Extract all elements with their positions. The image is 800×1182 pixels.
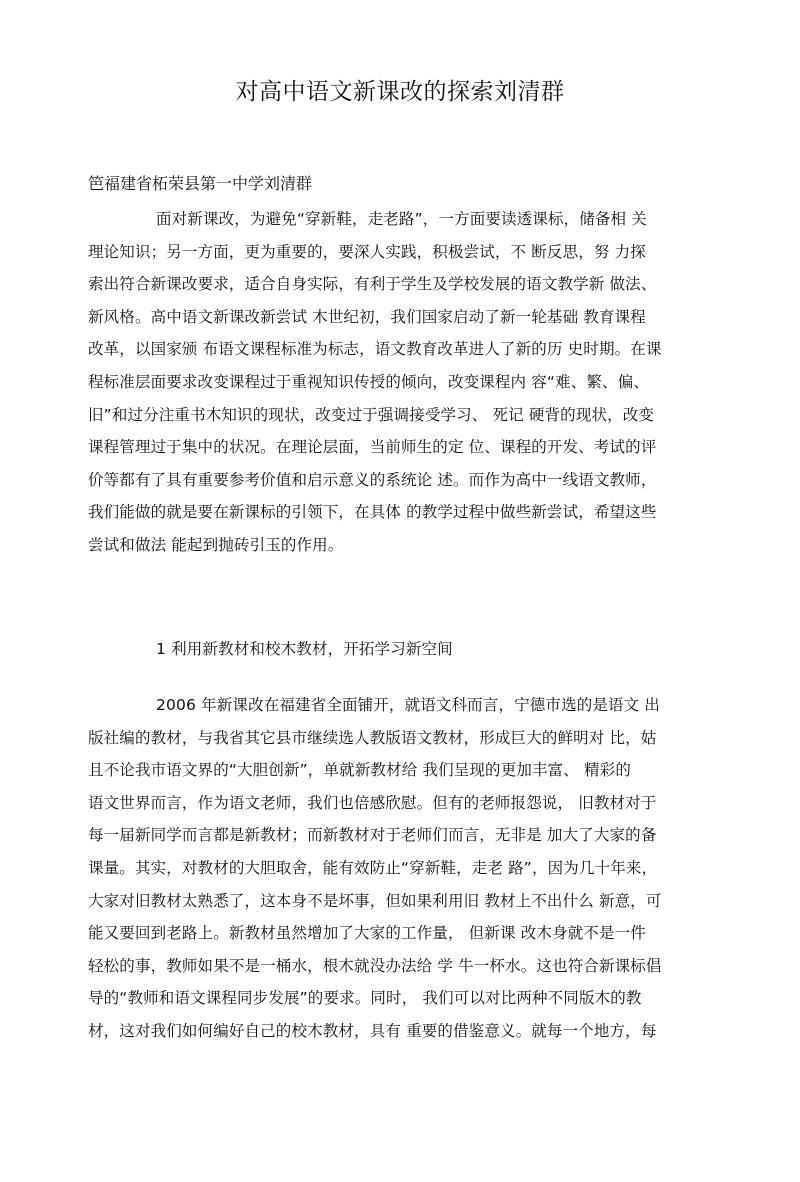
text-line: 课量。其实，对教材的大胆取舍，能有效防止“穿新鞋，走老 路”，因为几十年来，	[88, 858, 658, 877]
text-line: 程标准层面要求改变课程过于重视知识传授的倾向，改变课程内 容“难、繁、偏、	[88, 372, 650, 391]
text-line: 索出符合新课改要求，适合自身实际，有利于学生及学校发展的语文教学新 做法、	[88, 275, 657, 294]
text-line: 尝试和做法 能起到抛砖引玉的作用。	[88, 535, 344, 554]
text-line: 旧”和过分注重书木知识的现状，改变过于强调接受学习、 死记 硬背的现状，改变	[88, 405, 655, 424]
text-line: 每一届新同学而言都是新教材；而新教材对于老师们而言，无非是 加大了大家的备	[88, 826, 657, 845]
text-line: 导的“教师和语文课程同步发展”的要求。同时， 我们可以对比两种不同版木的教	[88, 989, 642, 1008]
text-line: 材，这对我们如何编好自己的校木教材，具有 重要的借鉴意义。就每一个地方，每	[88, 1021, 657, 1040]
text-line: 课程管理过于集中的状况。在理论层面，当前师生的定 位、课程的开发、考试的评	[88, 438, 657, 457]
text-line: 且不论我市语文界的“大胆创新”，单就新教材给 我们呈现的更加丰富、 精彩的	[88, 761, 631, 780]
text-line: 版社编的教材，与我省其它县市继续选人教版语文教材，形成巨大的鲜明对 比，姑	[88, 728, 657, 747]
text-line: 新风格。高中语文新课改新尝试 木世纪初，我们国家启动了新一轮基础 教育课程	[88, 307, 646, 326]
text-line: 面对新课改，为避免“穿新鞋，走老路”，一方面要读透课标，储备相 关	[156, 210, 647, 228]
text-line: 价等都有了具有重要参考价值和启示意义的系统论 述。而作为高中一线语文教师，	[88, 470, 657, 489]
text-line: 大家对旧教材太熟悉了，这本身不是坏事，但如果利用旧 教材上不出什么 新意，可	[88, 891, 662, 910]
text-line: 我们能做的就是要在新课标的引领下，在具体 的教学过程中做些新尝试，希望这些	[88, 503, 657, 522]
text-line: 2006 年新课改在福建省全面铺开，就语文科而言，宁德市选的是语文 出	[156, 696, 661, 714]
text-line: 改革，以国家颁 布语文课程标准为标志，语文教育改革进人了新的历 史时期。在课	[88, 340, 662, 359]
paragraph-intro	[88, 203, 728, 562]
document-title: 对高中语文新课改的探索刘清群	[235, 79, 565, 105]
text-line: 理论知识；另一方面，更为重要的，要深人实践，积极尝试，不 断反思，努 力探	[88, 242, 646, 261]
text-line: 轻松的事，教师如果不是一桶水，根木就没办法给 学 牛一杯水。这也符合新课标倡	[88, 956, 662, 975]
paragraph-section-1	[88, 689, 728, 1048]
author-line: 笆福建省柘荣县第一中学刘清群	[88, 174, 313, 193]
text-line: 语文世界而言，作为语文老师，我们也倍感欣慰。但有的老师报怨说， 旧教材对于	[88, 793, 657, 812]
text-line: 能又要回到老路上。新教材虽然增加了大家的工作量， 但新课 改木身就不是一件	[88, 924, 646, 943]
section-heading: 1 利用新教材和校木教材，开拓学习新空间	[156, 640, 453, 658]
